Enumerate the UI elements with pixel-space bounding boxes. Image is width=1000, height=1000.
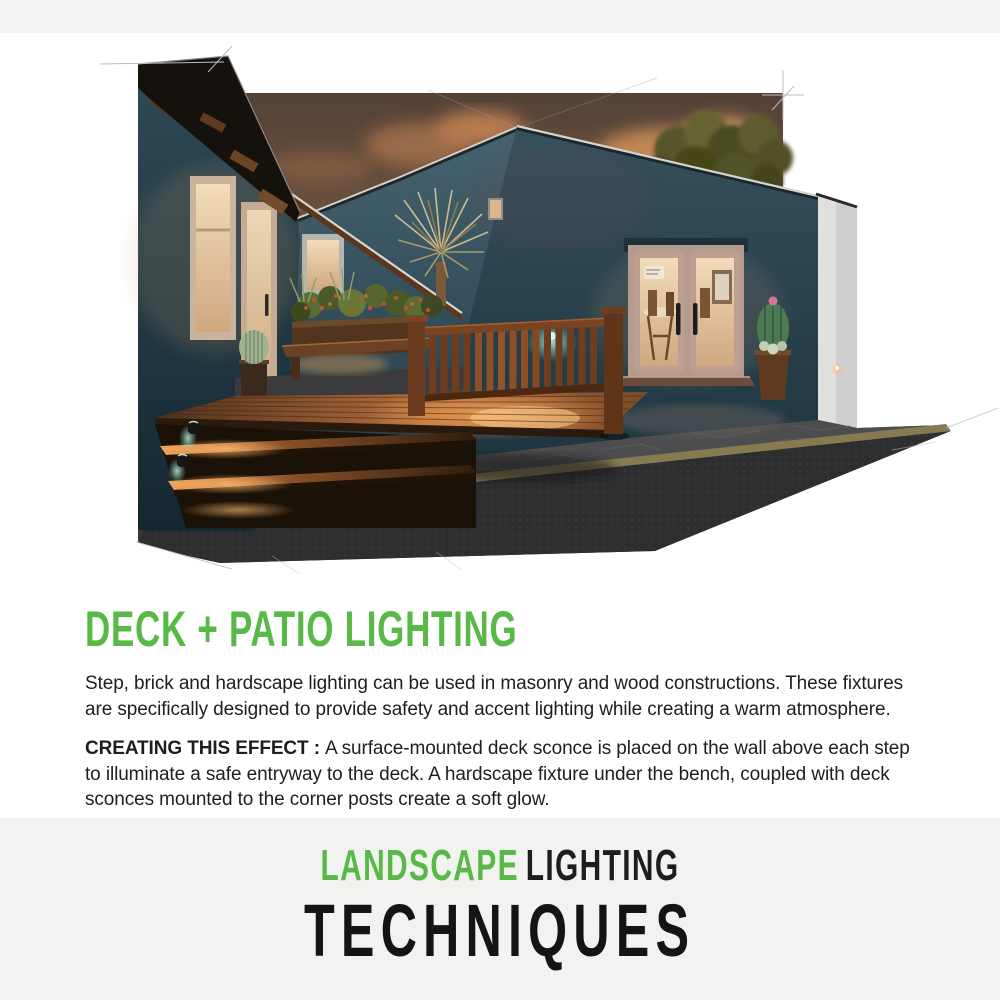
page-title: DECK + PATIO LIGHTING <box>85 601 518 657</box>
brand-word-landscape: LANDSCAPE <box>320 841 519 890</box>
deck-steps <box>155 424 476 528</box>
cactus-flower <box>769 297 778 306</box>
door-threshold <box>617 377 755 386</box>
effect-paragraph <box>85 736 930 813</box>
article-section <box>85 601 930 813</box>
courtyard-window <box>302 234 344 296</box>
effect-text: A surface-mounted deck sconce is placed on the wall above each step to illuminate a safe entryway to the deck. A hardscape fixture under the bench, coupled with deck sconces mounted to the corner posts create a soft glow. <box>85 738 910 810</box>
lit-window <box>190 176 236 340</box>
door-handle-left <box>676 303 681 335</box>
series-title: TECHNIQUES <box>304 889 696 972</box>
sconce-upper <box>188 422 199 434</box>
french-doors <box>617 238 755 386</box>
balusters <box>429 325 597 394</box>
brand-word-lighting: LIGHTING <box>525 841 680 890</box>
ribbed-cactus-pot <box>239 330 269 396</box>
door-handle-right <box>693 303 698 335</box>
small-gable-window <box>488 198 503 220</box>
brand-line <box>320 841 680 890</box>
effect-label: CREATING THIS EFFECT : <box>85 738 320 759</box>
sconce-lower <box>177 455 188 467</box>
footer-brand-bar <box>0 818 1000 1000</box>
side-return-wall <box>816 194 857 428</box>
intro-paragraph: Step, brick and hardscape lighting can be used in masonry and wood constructions. These fixtures are specifically designed to provide safety and accent lighting while creating a warm atmosphere. <box>85 673 904 720</box>
